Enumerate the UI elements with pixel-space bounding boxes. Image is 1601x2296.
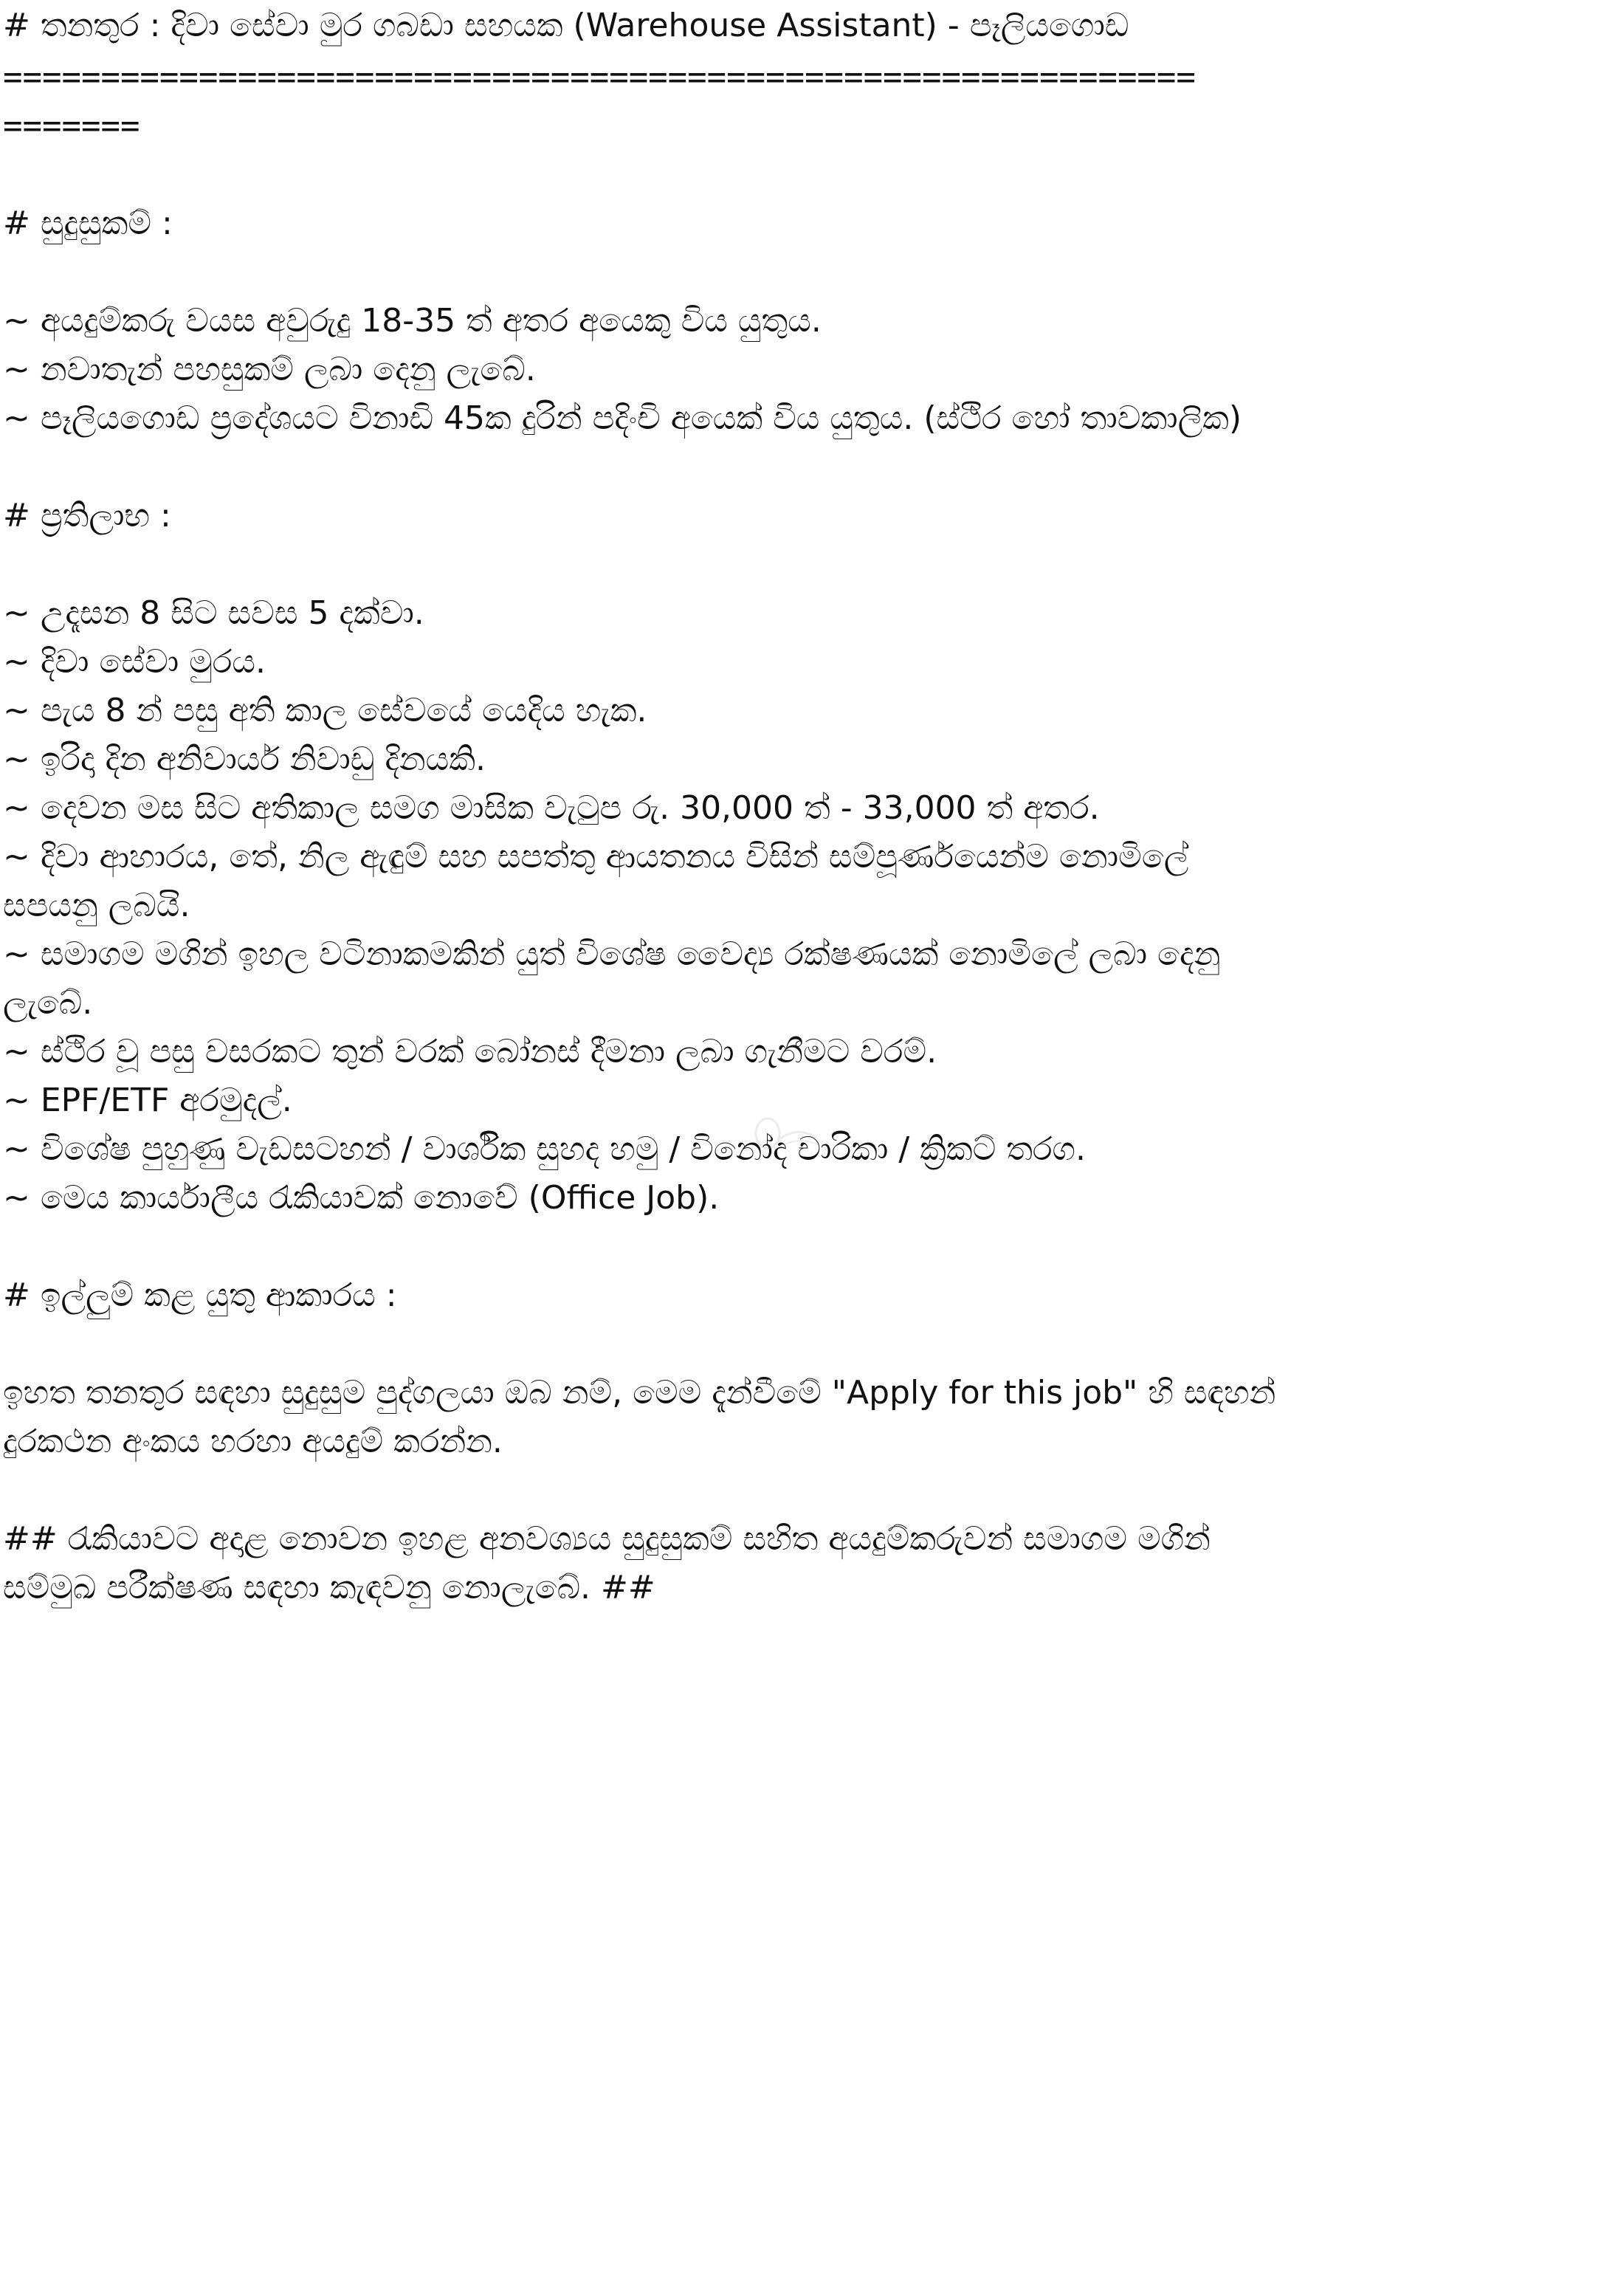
benefit-item: ~ දිවා ආහාරය, තේ, නිල ඇඳුම් සහ සපත්තු ආයතනය විසින් සම්පූර්ණයෙන්ම නොමිලේ bbox=[3, 838, 1189, 876]
application-heading: # ඉල්ලුම් කළ යුතු ආකාරය : bbox=[3, 1276, 397, 1314]
footer-note: ## රැකියාවට අදාළ නොවන ඉහළ අනවශ්‍යය සුදුසුකම් සහිත අයදුම්කරුවන් සමාගම මගින් bbox=[3, 1520, 1211, 1558]
qualification-item: ~ අයදුම්කරු වයස අවුරුදු 18-35 ත් අතර අයෙකු විය යුතුය. bbox=[3, 302, 822, 340]
benefit-item: ~ මෙය කාර්යාලීය රැකියාවක් නොවේ (Office Job). bbox=[3, 1179, 720, 1217]
footer-note-continued: සම්මුඛ පරීක්ෂණ සඳහා කැඳවනු නොලැබේ. ## bbox=[3, 1569, 655, 1606]
qualification-item: ~ නවාතැන් පහසුකම් ලබා දෙනු ලැබේ. bbox=[3, 351, 536, 388]
benefit-item: ~ විශේෂ පුහුණු වැඩසටහන් / වාර්ශික සුහද හමු / විනෝද චාරිකා / ක්‍රිකට් තරග. bbox=[3, 1130, 1086, 1168]
benefit-item: ~ ස්ථිර වූ පසු වසරකට තුන් වරක් බෝනස් දීමනා ලබා ගැනීමට වරම්. bbox=[3, 1033, 937, 1070]
benefit-item: ~ දිවා සේවා මුරය. bbox=[3, 643, 266, 681]
benefit-item: ~ දෙවන මස සිට අතිකාල සමග මාසික වැටුප රු. 30,000 ත් - 33,000 ත් අතර. bbox=[3, 789, 1100, 827]
benefit-item-continued: සපයනු ලබයි. bbox=[3, 887, 190, 924]
benefit-item-continued: ලැබේ. bbox=[3, 984, 93, 1022]
benefit-item: ~ ඉරිදා දින අනිවාර්ය නිවාඩු දිනයකි. bbox=[3, 740, 486, 778]
application-text-continued: දුරකථන අංකය හරහා අයදුම් කරන්න. bbox=[3, 1423, 503, 1460]
benefits-heading: # ප්‍රතිලාභ : bbox=[3, 497, 171, 535]
job-title: # තනතුර : දිවා සේවා මුර ගබඩා සහයක (Warehouse Assistant) - පෑලියගොඩ bbox=[3, 7, 1129, 44]
benefit-item: ~ EPF/ETF අරමුදල්. bbox=[3, 1082, 292, 1119]
application-text: ඉහත තනතුර සඳහා සුදුසුම පුද්ගලයා ඔබ නම්, මෙම දැන්වීමේ "Apply for this job" හි සඳහන් bbox=[3, 1374, 1276, 1412]
qualification-item: ~ පෑලියගොඩ ප්‍රදේශයට විනාඩි 45ක දුරින් පදිංචි අයෙක් විය යුතුය. (ස්ථිර හෝ තාවකාලික) bbox=[3, 399, 1242, 437]
qualifications-heading: # සුදුසුකම් : bbox=[3, 204, 173, 242]
watermark-logo bbox=[746, 1111, 827, 1155]
benefit-item: ~ උදෑසන 8 සිට සවස 5 දක්වා. bbox=[3, 594, 424, 632]
benefit-item: ~ පැය 8 න් පසු අති කාල සේවයේ යෙදිය හැක. bbox=[3, 692, 647, 729]
benefit-item: ~ සමාගම මගින් ඉහල වටිනාකමකින් යුත් විශේෂ වෛද්‍ය රක්ෂණයක් නොමිලේ ලබා දෙනු bbox=[3, 935, 1221, 973]
separator-rule: ============================================================= bbox=[3, 58, 1196, 96]
separator-rule-continued: ======= bbox=[3, 107, 140, 145]
